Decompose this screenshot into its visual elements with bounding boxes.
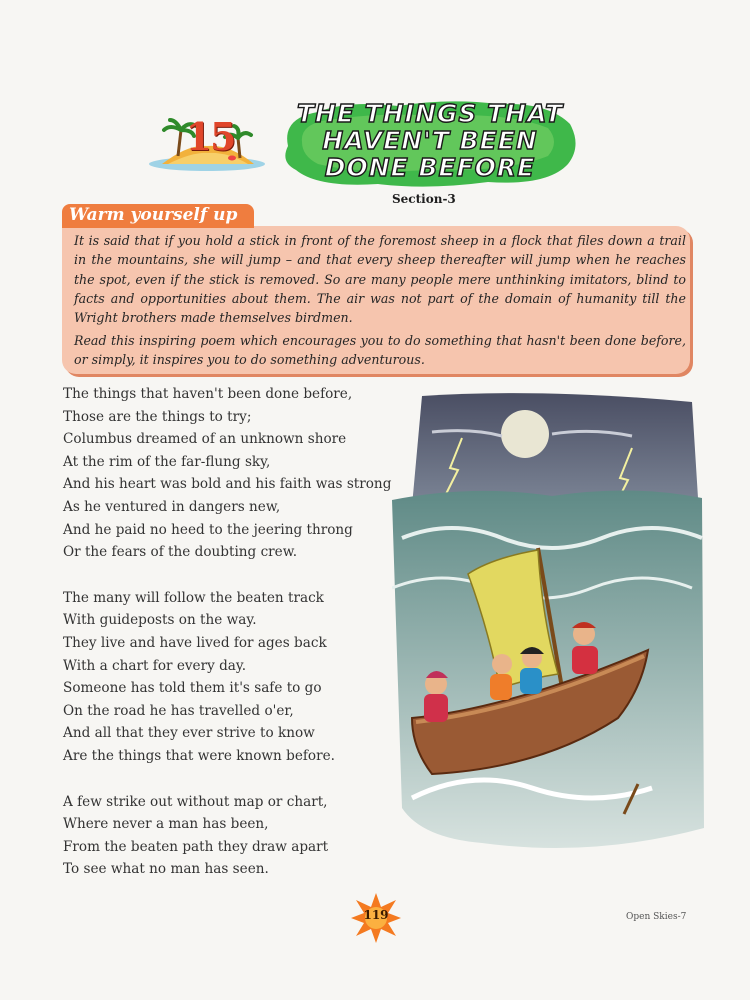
poem-line: And all that they ever strive to know bbox=[63, 725, 315, 742]
poem-line: A few strike out without map or chart, bbox=[63, 793, 328, 810]
poem-line: And his heart was bold and his faith was strong bbox=[63, 476, 392, 493]
poem-line: Those are the things to try; bbox=[63, 408, 252, 425]
poem-line: From the beaten path they draw apart bbox=[63, 838, 329, 855]
warm-up-paragraph-1: It is said that if you hold a stick in front of the foremost sheep in a flock that files down a trail in the mountains, she will jump – and that every sheep thereafter will jump when he reaches the spot, even if the stick is removed. So are many people mere unthinking imitators, blind to facts and opportunities about them. The air was not part of the domain of humanity till the Wright brothers made themselves birdmen. bbox=[74, 233, 686, 326]
poem bbox=[63, 383, 413, 881]
poem-line: They live and have lived for ages back bbox=[63, 634, 327, 651]
poem-line: With a chart for every day. bbox=[63, 657, 247, 674]
poem-line: To see what no man has seen. bbox=[63, 861, 269, 878]
poem-line: With guideposts on the way. bbox=[63, 612, 257, 629]
chapter-number: 15 bbox=[185, 114, 235, 159]
poem-line: At the rim of the far-flung sky, bbox=[63, 453, 271, 470]
book-title-footer: Open Skies-7 bbox=[626, 912, 687, 922]
title-line-1: THE THINGS THAT bbox=[296, 99, 564, 128]
section-label: Section-3 bbox=[392, 192, 456, 206]
warm-up-heading: Warm yourself up bbox=[69, 205, 238, 225]
poem-line: Columbus dreamed of an unknown shore bbox=[63, 431, 347, 448]
stanza-gap bbox=[63, 564, 413, 587]
poem-line: Where never a man has been, bbox=[63, 816, 269, 833]
page-number: 119 bbox=[363, 908, 389, 922]
poem-line: The things that haven't been done before, bbox=[63, 386, 353, 402]
stormy-sea-boat-illustration bbox=[392, 388, 707, 868]
title-line-3: DONE BEFORE bbox=[324, 153, 536, 182]
stanza-gap bbox=[63, 768, 413, 791]
title-line-2: HAVEN'T BEEN bbox=[322, 126, 538, 155]
poem-line: Or the fears of the doubting crew. bbox=[63, 544, 298, 561]
poem-line: Are the things that were known before. bbox=[63, 747, 335, 764]
poem-line: And he paid no heed to the jeering throng bbox=[63, 521, 353, 538]
poem-line: On the road he has travelled o'er, bbox=[63, 702, 294, 719]
chapter-title bbox=[282, 100, 578, 181]
poem-line: Someone has told them it's safe to go bbox=[63, 680, 322, 697]
poem-line: The many will follow the beaten track bbox=[63, 589, 324, 606]
poem-line: As he ventured in dangers new, bbox=[63, 498, 281, 515]
warm-up-paragraph-2: Read this inspiring poem which encourages you to do something that hasn't been done before, or simply, it inspires you to do something adventurous. bbox=[74, 333, 686, 368]
